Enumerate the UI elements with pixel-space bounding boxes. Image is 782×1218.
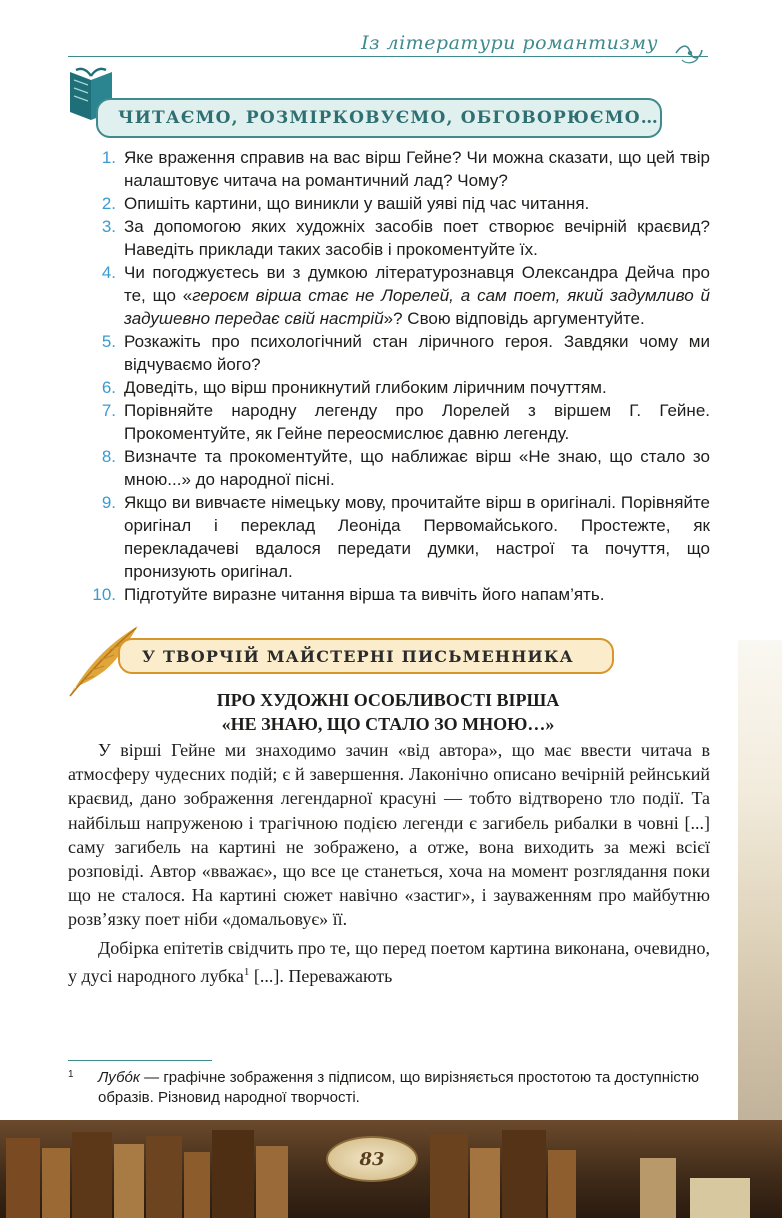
list-item xyxy=(90,261,710,330)
footnote-ref[interactable]: 1 xyxy=(243,965,250,978)
book-spine xyxy=(42,1148,70,1218)
item-text-start: Чи погоджуєтесь ви з думкою літературознавця Олександра Дейча про те, що « xyxy=(124,263,710,305)
book-spine xyxy=(184,1152,210,1218)
list-item xyxy=(90,330,710,376)
header-rule xyxy=(68,56,708,57)
book-spine xyxy=(212,1130,254,1218)
book-spine xyxy=(470,1148,500,1218)
book-spine xyxy=(6,1138,40,1218)
footnote-text xyxy=(98,1068,710,1108)
list-item xyxy=(90,491,710,583)
section-banner-workshop xyxy=(118,638,614,674)
list-item xyxy=(90,583,710,606)
item-number: 3. xyxy=(101,217,116,236)
item-number: 9. xyxy=(101,493,116,512)
item-text: Якщо ви вивчаєте німецьку мову, прочитайте вірш в оригіналі. Порівняйте оригінал і переклад Леоніда Первомайського. Простежте, як перекладачеві вдалося передати думки, настрої та почуття, що пронизують оригінал. xyxy=(124,493,710,581)
item-text: Визначте та прокоментуйте, що наближає вірш «Не знаю, що стало зо мною...» до народної пісні. xyxy=(124,447,710,489)
quote-italic: героєм вірша стає не Лорелей, а сам поет, який задумливо й задушевно передає свій настрій xyxy=(124,286,710,328)
article-body xyxy=(68,738,710,988)
article-title-line: «НЕ ЗНАЮ, ЩО СТАЛО ЗО МНОЮ…» xyxy=(221,714,555,734)
book-spine xyxy=(502,1130,546,1218)
page-number: 83 xyxy=(359,1148,385,1170)
list-item xyxy=(90,215,710,261)
footnote-term: Лубóк xyxy=(98,1069,140,1086)
paragraph-text: Добірка епітетів свідчить про те, що перед поетом картина виконана, очевидно, у дусі народного лубка xyxy=(68,937,710,986)
footnote-mark: 1 xyxy=(68,1069,74,1080)
item-text: Розкажіть про психологічний стан ліричного героя. Завдяки чому ми відчуваємо його? xyxy=(124,332,710,374)
book-spine xyxy=(640,1158,676,1218)
item-text: Доведіть, що вірш проникнутий глибоким ліричним почуттям. xyxy=(124,378,607,397)
banner-title: ЧИТАЄМО, РОЗМІРКОВУЄМО, ОБГОВОРЮЄМО… xyxy=(118,108,659,128)
question-list xyxy=(90,146,710,606)
item-number: 8. xyxy=(101,447,116,466)
list-item xyxy=(90,146,710,192)
item-text: Порівняйте народну легенду про Лорелей з віршем Г. Гейне. Прокоментуйте, як Гейне переосмислює давню легенду. xyxy=(124,401,710,443)
article-title-line: ПРО ХУДОЖНІ ОСОБЛИВОСТІ ВІРША xyxy=(216,690,560,710)
book-spine xyxy=(690,1178,750,1218)
item-text: За допомогою яких художніх засобів поет створює вечірній краєвид? Наведіть приклади таких засобів і прокоментуйте їх. xyxy=(124,217,710,259)
banner-title: У ТВОРЧІЙ МАЙСТЕРНІ ПИСЬМЕННИКА xyxy=(142,646,574,666)
book-spine xyxy=(430,1134,468,1218)
list-item xyxy=(90,192,710,215)
book-spine xyxy=(548,1150,576,1218)
book-spine xyxy=(256,1146,288,1218)
section-banner-discussion xyxy=(96,98,662,138)
item-number: 6. xyxy=(101,378,116,397)
page-number-medallion xyxy=(326,1136,418,1182)
item-text-end: »? Свою відповідь аргументуйте. xyxy=(383,309,645,328)
footnote-definition: — графічне зображення з підписом, що вирізняється простотою та доступністю образів. Різновид народної творчості. xyxy=(98,1069,700,1106)
list-item xyxy=(90,376,710,399)
list-item xyxy=(90,399,710,445)
paragraph: У вірші Гейне ми знаходимо зачин «від автора», що має ввести читача в атмосферу чудесних подій; є й завершення. Лаконічно описано вечірній рейнський краєвид, дано зображення легендарної красуні — тобто відтворено тло події. Та найбільш напруженою і трагічною подією легенди є загибель рибалки в човні [...] саму загибель на картині не зображено, а отже, вона виходить за межі всієї розповіді. Автор «вважає», що все це станеться, хоча на момент розглядання поки що не сталося. На картині сюжет навічно «застиг», і зауваженням про майбутню розв’язку поет ніби «домальовує» її. xyxy=(68,740,710,930)
book-spine xyxy=(146,1136,182,1218)
item-number: 2. xyxy=(101,194,116,213)
ornament-icon xyxy=(674,38,704,68)
paragraph xyxy=(68,936,710,988)
book-spine xyxy=(72,1132,112,1218)
item-text: Яке враження справив на вас вірш Гейне? Чи можна сказати, що цей твір налаштовує читача на романтичний лад? Чому? xyxy=(124,148,710,190)
item-text: Опишіть картини, що виникли у вашій уяві під час читання. xyxy=(124,194,590,213)
footnote xyxy=(68,1068,710,1108)
paragraph-text: [...]. Переважають xyxy=(249,965,393,986)
article-title xyxy=(68,688,708,736)
book-spine xyxy=(114,1144,144,1218)
item-number: 7. xyxy=(101,401,116,420)
item-text xyxy=(124,261,710,330)
item-text: Підготуйте виразне читання вірша та вивчіть його напам’ять. xyxy=(124,585,605,604)
item-number: 1. xyxy=(101,148,116,167)
footnote-rule xyxy=(68,1060,212,1061)
item-number: 10. xyxy=(92,585,116,604)
running-header: Із літератури романтизму xyxy=(361,32,658,54)
item-number: 5. xyxy=(101,332,116,351)
list-item xyxy=(90,445,710,491)
item-number: 4. xyxy=(101,263,116,282)
